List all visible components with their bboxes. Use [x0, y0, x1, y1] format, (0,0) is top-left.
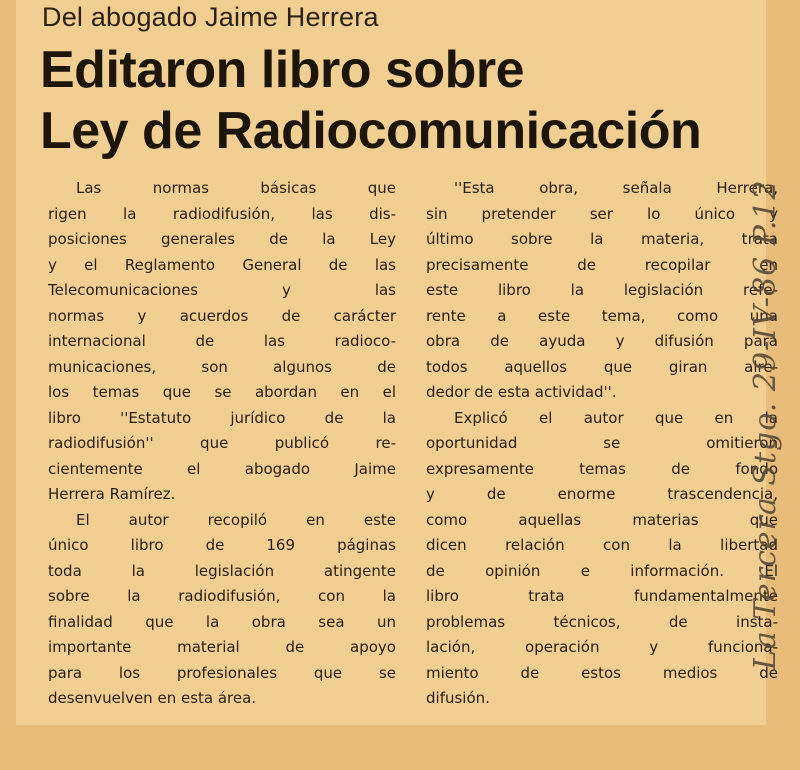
text-line: y el Reglamento General de las: [48, 255, 396, 274]
text-line: único libro de 169 páginas: [48, 536, 396, 554]
text-line: precisamente de recopilar en: [426, 255, 778, 274]
text-line: radiodifusión'' que publicó re-: [48, 434, 396, 452]
text-line: Herrera Ramírez.: [48, 485, 176, 503]
text-line: internacional de las radioco-: [48, 332, 396, 350]
text-line: sobre la radiodifusión, con la: [48, 587, 396, 605]
text-line: toda la legislación atingente: [48, 561, 396, 580]
text-line: ''Esta obra, señala Herrera,: [454, 179, 778, 197]
text-line: los temas que se abordan en el: [48, 383, 396, 401]
text-line: El autor recopiló en este: [76, 510, 396, 529]
text-line: posiciones generales de la Ley: [48, 230, 396, 248]
text-line: último sobre la materia, trata: [426, 230, 778, 248]
text-line: normas y acuerdos de carácter: [48, 306, 396, 325]
text-line: problemas técnicos, de insta-: [426, 612, 778, 631]
text-line: oportunidad se omitieron: [426, 434, 778, 452]
text-line: Explicó el autor que en la: [454, 408, 778, 427]
text-line: todos aquellos que giran alre-: [426, 357, 778, 376]
text-line: rente a este tema, como una: [426, 306, 778, 325]
text-line: cientemente el abogado Jaime: [48, 459, 396, 478]
text-line: y de enorme trascendencia,: [426, 485, 778, 503]
text-line: importante material de apoyo: [48, 638, 396, 656]
text-line: obra de ayuda y difusión para: [426, 332, 778, 350]
article-column-left: [48, 176, 396, 712]
handwritten-note: La Tercera Stgo. 29-IV-86 P.12: [748, 179, 783, 671]
text-line: difusión.: [426, 689, 490, 707]
headline-line-2: Ley de Radiocomunicación: [40, 102, 702, 160]
text-line: Telecomunicaciones y las: [48, 281, 396, 299]
text-line: libro trata fundamentalmente: [426, 587, 778, 605]
text-line: sin pretender ser lo único y: [426, 204, 778, 223]
text-line: dedor de esta actividad''.: [426, 383, 617, 401]
article-column-right: [426, 176, 778, 712]
kicker: Del abogado Jaime Herrera: [42, 2, 379, 32]
text-line: libro ''Estatuto jurídico de la: [48, 408, 396, 427]
text-line: de opinión e información. El: [426, 561, 778, 580]
text-line: dicen relación con la libertad: [426, 536, 778, 554]
text-line: expresamente temas de fondo: [426, 459, 778, 478]
headline-line-1: Editaron libro sobre: [40, 41, 525, 99]
text-line: para los profesionales que se: [48, 663, 396, 682]
newspaper-clipping: [16, 0, 778, 725]
text-line: municaciones, son algunos de: [48, 357, 396, 376]
text-line: este libro la legislación refe-: [426, 281, 778, 299]
text-line: lación, operación y funciona-: [426, 638, 778, 656]
text-line: desenvuelven en esta área.: [48, 689, 257, 707]
text-line: Las normas básicas que: [76, 179, 396, 197]
text-line: miento de estos medios de: [426, 663, 778, 682]
headline: [40, 40, 701, 162]
text-line: finalidad que la obra sea un: [48, 612, 396, 631]
text-line: rigen la radiodifusión, las dis-: [48, 204, 396, 223]
text-line: como aquellas materias que: [426, 510, 778, 529]
